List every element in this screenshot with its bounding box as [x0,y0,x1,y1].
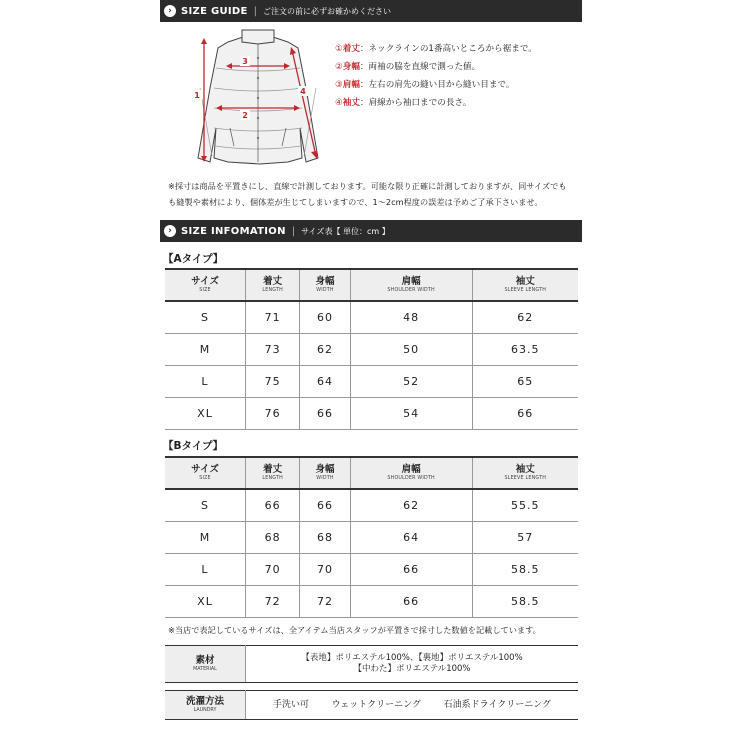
size-table-a [165,268,578,430]
laundry-table: 洗濯方法 LAUNDRY 手洗い可 ウェットクリーニング 石油系ドライクリーニング [165,690,578,720]
size-guide-title: SIZE GUIDE [181,5,248,17]
size-table-b [165,456,578,618]
marker-4: 4 [300,87,306,96]
table-row: M 68 68 64 57 [165,522,578,554]
table-row: L 70 70 66 58.5 [165,554,578,586]
laundry-item: ウェットクリーニング [331,699,421,710]
marker-3: 3 [242,57,248,66]
laundry-item: 手洗い可 [272,699,309,710]
material-table: 素材 MATERIAL 【表地】ポリエステル100%、【裏地】ポリエステル100% 【中わた】ポリエステル100% [165,645,578,683]
measurement-legend [335,40,537,112]
store-note: ※当店で表記しているサイズは、全アイテム当店スタッフが平置きで採寸した数値を記載しています。 [168,625,541,635]
table-header: サイズ SIZE 着丈 LENGTH 身幅 WIDTH 肩幅 SHOULDER WIDTH 袖丈 SLEEVE LENGTH [165,457,578,489]
type-b-label: 【Bタイプ】 [163,440,224,452]
marker-1: 1 [194,91,200,100]
divider: | [253,5,258,17]
legend-item: ①着丈：ネックラインの1番高いところから裾まで。 [335,44,537,54]
chevron-right-icon: › [164,225,176,237]
table-row: S 71 60 48 62 [165,301,578,334]
legend-item: ④袖丈：肩線から袖口までの長さ。 [335,98,472,108]
marker-2: 2 [242,111,248,120]
chevron-right-icon: › [164,5,176,17]
legend-item: ③肩幅：左右の肩先の縫い目から縫い目まで。 [335,80,515,90]
size-info-title: SIZE INFOMATION [181,225,286,237]
size-guide-header [160,0,582,22]
size-info-subtitle: サイズ表【 単位：cm 】 [301,226,390,236]
table-row: M 73 62 50 63.5 [165,334,578,366]
table-row: XL 76 66 54 66 [165,398,578,430]
type-a-label: 【Aタイプ】 [163,253,224,265]
table-row: S 66 66 62 55.5 [165,489,578,522]
legend-item: ②身幅：両袖の脇を直線で測った値。 [335,62,481,72]
material-line: 【表地】ポリエステル100%、【裏地】ポリエステル100% [301,653,523,663]
size-guide-subtitle: ご注文の前に必ずお確かめください [263,6,392,16]
material-line: 【中わた】ポリエステル100% [353,664,471,674]
table-row: L 75 64 52 65 [165,366,578,398]
jacket-diagram [178,28,343,170]
table-row: XL 72 72 66 58.5 [165,586,578,618]
measurement-note: ※採寸は商品を平置きにし、直線で計測しております。可能な限り正確に計測しておりますが、同サイズでも も縫製や素材により、個体差が生じてしまいますので、1〜2cm程度の誤差は予めご了承下さいませ。 [168,181,567,207]
table-header: サイズ SIZE 着丈 LENGTH 身幅 WIDTH 肩幅 SHOULDER WIDTH 袖丈 SLEEVE LENGTH [165,269,578,301]
size-info-header [160,220,582,242]
laundry-item: 石油系ドライクリーニング [443,699,552,710]
divider: | [291,225,296,237]
